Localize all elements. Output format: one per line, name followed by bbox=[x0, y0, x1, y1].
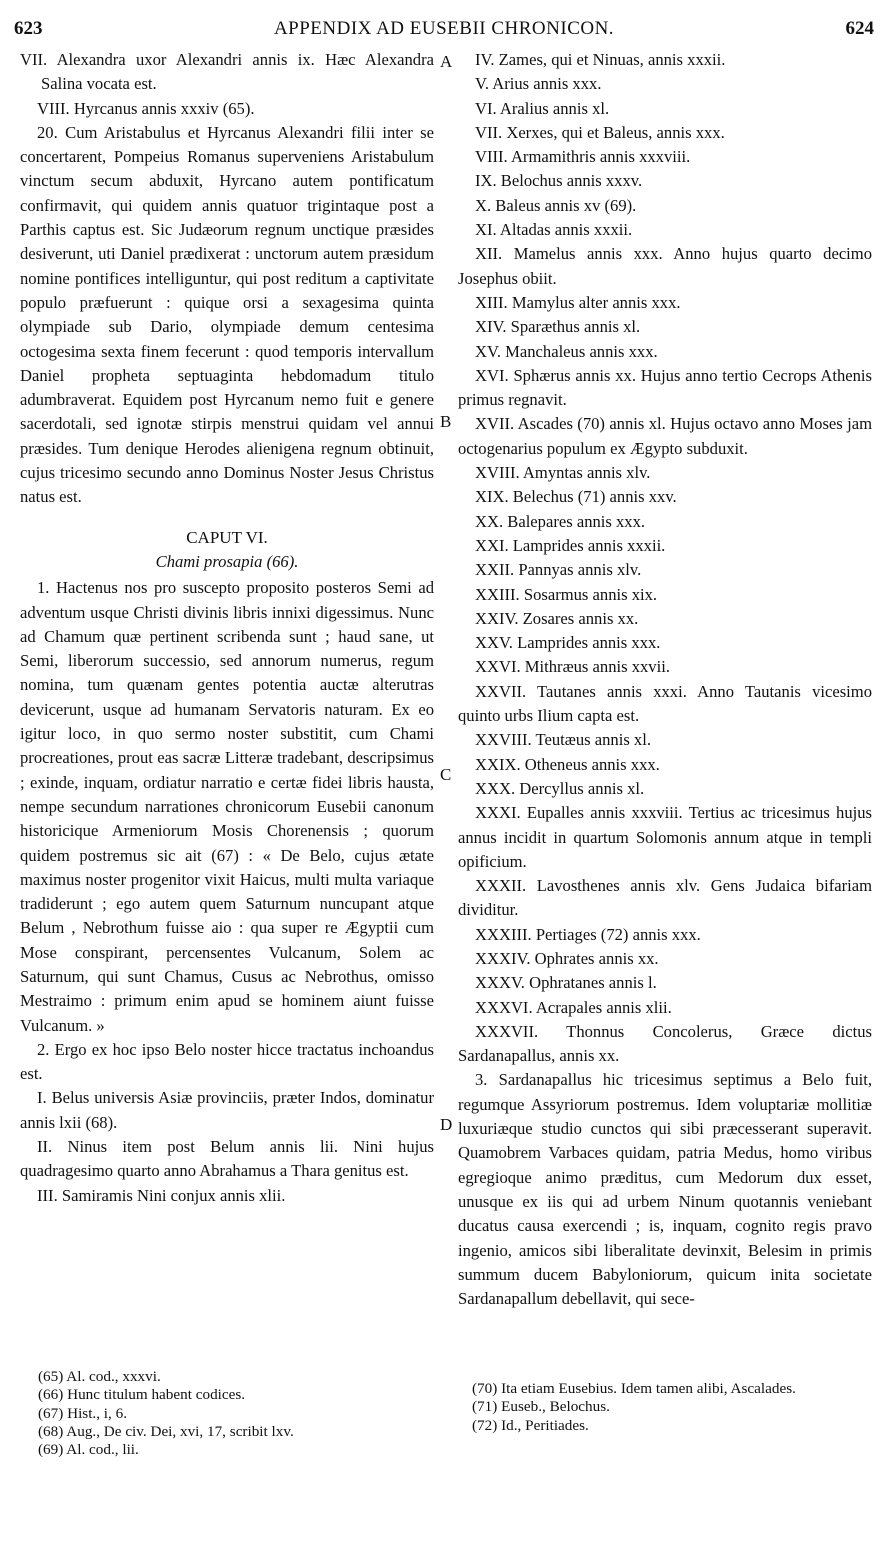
paragraph: XXII. Pannyas annis xlv. bbox=[475, 560, 642, 580]
paragraph: XIV. Sparæthus annis xl. bbox=[475, 317, 641, 337]
margin-letter-a: A bbox=[440, 52, 453, 71]
paragraph: XXV. Lamprides annis xxx. bbox=[475, 633, 661, 653]
paragraph: XIII. Mamylus alter annis xxx. bbox=[475, 292, 681, 312]
paragraph: XV. Manchaleus annis xxx. bbox=[475, 341, 658, 361]
paragraph: XXIX. Otheneus annis xxx. bbox=[475, 754, 660, 774]
right-column-body bbox=[458, 48, 872, 1311]
footnotes-left bbox=[38, 1368, 438, 1459]
footnote: (65) Al. cod., xxxvi. bbox=[38, 1368, 161, 1385]
margin-letter-d: D bbox=[440, 1115, 453, 1134]
paragraph: XVI. Sphærus annis xx. Hujus anno tertio Cecrops Athenis primus regnavit. bbox=[458, 365, 872, 410]
footnote: (70) Ita etiam Eusebius. Idem tamen alibi, Ascalades. bbox=[472, 1380, 796, 1397]
footnote: (67) Hist., i, 6. bbox=[38, 1404, 128, 1422]
left-column bbox=[20, 48, 434, 1208]
paragraph: XXXV. Ophratanes annis l. bbox=[475, 973, 657, 993]
paragraph: XXX. Dercyllus annis xl. bbox=[475, 778, 645, 798]
paragraph: 20. Cum Aristabulus et Hyrcanus Alexandri filii inter se concertarent, Pompeius Romanus superveniens Aristabulum vinctum secum abduxit, Hyrcano autem pontificatum confirmavit, qui quidem annis quatuor trigintaque post a Parthis captus est. Sic Judæorum regnum unctique præsides desiverunt, uti Daniel prædixerat : unctorum autem præsidum nomine pontifices intelliguntur, qui post reditum a captivitate populo præfuerunt : quique orsi a sexagesima quinta olympiade sub Dario, olympiade demum centesima octogesima sexta finem fecerunt : quod temporis intervallum Daniel propheta septuaginta hebdomadum titulo adumbraverat. Equidem post Hyrcanum nemo fuit e genere sacerdotali, sed ignotæ stirpis menstrui quidam vel annui præsides. Tum denique Herodes alienigena regnum obtinuit, cujus tricesimo secundo anno Dominus Noster Jesus Christus natus est. bbox=[20, 122, 434, 507]
paragraph: 2. Ergo ex hoc ipso Belo noster hicce tractatus inchoandus est. bbox=[20, 1039, 434, 1084]
paragraph: XXIII. Sosarmus annis xix. bbox=[475, 584, 658, 604]
paragraph: XIX. Belechus (71) annis xxv. bbox=[475, 487, 677, 507]
margin-letter-b: B bbox=[440, 412, 452, 431]
chapter-heading: CAPUT VI. bbox=[186, 527, 268, 547]
paragraph: VII. Alexandra uxor Alexandri annis ix. Hæc Alexandra Salina vocata est. bbox=[20, 50, 434, 94]
paragraph: XII. Mamelus annis xxx. Anno hujus quarto decimo Josephus obiit. bbox=[458, 244, 872, 288]
right-column bbox=[458, 48, 872, 1311]
paragraph: XXXIV. Ophrates annis xx. bbox=[475, 948, 659, 968]
paragraph: XXXII. Lavosthenes annis xlv. Gens Judaica bifariam dividitur. bbox=[458, 876, 872, 920]
paragraph: XXXI. Eupalles annis xxxviii. Tertius ac tricesimus hujus annus incidit in quartum Solomonis annum atque in templi opificium. bbox=[458, 803, 872, 871]
page-number-left: 623 bbox=[14, 18, 43, 39]
paragraph: XXXVI. Acrapales annis xlii. bbox=[475, 997, 672, 1017]
left-column-body bbox=[20, 48, 434, 510]
footnote: (68) Aug., De civ. Dei, xvi, 17, scribit lxv. bbox=[38, 1422, 294, 1440]
paragraph: XVII. Ascades (70) annis xl. Hujus octavo anno Moses jam octogenarius populum ex Ægypto subduxit. bbox=[458, 414, 872, 458]
paragraph: XXIV. Zosares annis xx. bbox=[475, 608, 639, 628]
paragraph: I. Belus universis Asiæ provinciis, præter Indos, dominatur annis lxii (68). bbox=[20, 1088, 434, 1132]
paragraph: VIII. Armamithris annis xxxviii. bbox=[475, 147, 691, 167]
footnote: (66) Hunc titulum habent codices. bbox=[38, 1386, 246, 1404]
paragraph: XXVII. Tautanes annis xxxi. Anno Tautanis vicesimo quinto urbs Ilium capta est. bbox=[458, 681, 872, 726]
paragraph: VIII. Hyrcanus annis xxxiv (65). bbox=[37, 98, 255, 118]
left-column-chapter-body bbox=[20, 576, 434, 1208]
running-header bbox=[0, 18, 888, 44]
paragraph: XXVIII. Teutæus annis xl. bbox=[475, 730, 651, 750]
paragraph: XVIII. Amyntas annis xlv. bbox=[475, 463, 651, 483]
paragraph: 3. Sardanapallus hic tricesimus septimus a Belo fuit, regumque Assyriorum postremus. Idem voluptariæ mollitiæ luxuriæque studio cunctos qui sibi præcesserant superavit. Quamobrem Varbaces quidam, patria Medus, homo viribus egregioque animo præditus, cum Medorum dux esset, unusque ex iis qui ad urbem Ninum quotannis veniebant ducatus causa exercendi ; is, inquam, cognito regis pravo ingenio, amicos sibi liberalitate devinxit, Belesim in primis summum ducem Babyloniorum, quicum inita societate Sardanapallum debellavit, qui sece- bbox=[458, 1070, 872, 1309]
paragraph: XX. Balepares annis xxx. bbox=[475, 511, 646, 531]
paragraph: XI. Altadas annis xxxii. bbox=[475, 220, 633, 240]
paragraph: V. Arius annis xxx. bbox=[475, 74, 602, 94]
paragraph: IX. Belochus annis xxxv. bbox=[475, 171, 643, 191]
paragraph: III. Samiramis Nini conjux annis xlii. bbox=[37, 1185, 286, 1205]
footnote: (69) Al. cod., lii. bbox=[38, 1441, 139, 1459]
chapter-subtitle: Chami prosapia (66). bbox=[155, 551, 299, 571]
footnote: (71) Euseb., Belochus. bbox=[472, 1398, 610, 1416]
running-title: APPENDIX AD EUSEBII CHRONICON. bbox=[273, 18, 615, 39]
paragraph: XXVI. Mithræus annis xxvii. bbox=[475, 657, 670, 677]
paragraph: X. Baleus annis xv (69). bbox=[475, 195, 637, 215]
paragraph: VI. Aralius annis xl. bbox=[475, 98, 610, 118]
paragraph: IV. Zames, qui et Ninuas, annis xxxii. bbox=[475, 50, 726, 69]
footnotes-right bbox=[472, 1380, 872, 1435]
page-number-right: 624 bbox=[845, 18, 874, 39]
margin-letter-c: C bbox=[440, 765, 452, 784]
paragraph: XXXVII. Thonnus Concolerus, Græce dictus Sardanapallus, annis xx. bbox=[458, 1021, 872, 1066]
footnote: (72) Id., Peritiades. bbox=[472, 1416, 589, 1434]
paragraph: II. Ninus item post Belum annis lii. Nini hujus quadragesimo quarto anno Abrahamus a Thara genitus est. bbox=[20, 1137, 434, 1181]
paragraph: XXI. Lamprides annis xxxii. bbox=[475, 535, 666, 555]
paragraph: 1. Hactenus nos pro suscepto proposito posteros Semi ad adventum usque Christi divinis libris innixi digessimus. Nunc ad Chamum quæ pertinent scribenda sunt ; haud sane, ut Semi, liberorum successio, sed annorum numerus, regum nomina, tum quænam gentes potentia auctæ alterutras devicerunt, usque ad humanam Servatoris naturam. Ex eo igitur loco, in quo sermo noster substitit, cum Chami procreationes, prout eas sacræ Litteræ tradebant, descripsimus ; exinde, inquam, ordiatur narratio e certæ fidei libris hausta, nempe secundum narrationes chronicorum Eusebii canonum historicique Armeniorum Mosis Chorenensis ; quorum quidem postremus sic ait (67) : « De Belo, cujus ætate maximus noster progenitor vixit Haicus, multi multa variaque tradiderunt ; ego autem quem Saturnum nuncupant atque Belum , Nebrothum fuisse aio : qua super re Ægyptii cum Mose conspirant, percensentes Vulcanum, Solem ac Saturnum, qui sunt Chamus, Cusus ac Nebrothus, omisso Mestraimo : primum enim apud se hominem aiunt fuisse Vulcanum. » bbox=[20, 578, 434, 1035]
paragraph: VII. Xerxes, qui et Baleus, annis xxx. bbox=[475, 122, 725, 142]
paragraph: XXXIII. Pertiages (72) annis xxx. bbox=[475, 924, 701, 944]
